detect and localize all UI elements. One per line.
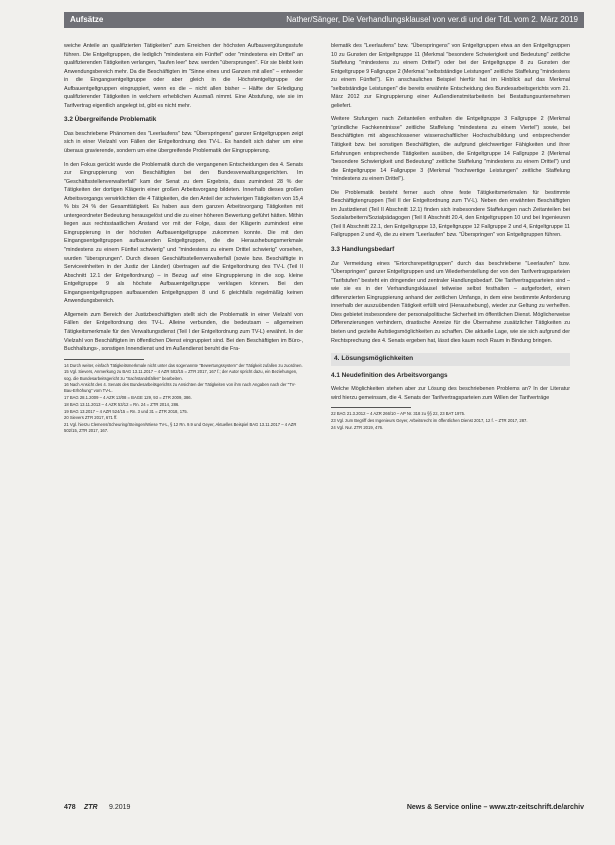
footnote: 19 BAG 13.2017 – 4 AZR 524/15 = Rn. 3 und 31 = ZTR 2018, 175. bbox=[64, 408, 188, 414]
paragraph: Das beschriebene Phänomen des "Leerlaufens" bzw. "Überspringens" ganzer Entgeltgruppen zeigt sich in einer Vielzahl von Fällen der Entgeltordnung des TV-L. Es handelt sich daher um eine überaus gravierende, sondern um eine übergreifende Problematik der Eingruppierung. bbox=[64, 130, 303, 155]
footnote-divider bbox=[331, 407, 411, 408]
page-header bbox=[64, 12, 584, 28]
section-heading: 3.3 Handlungsbedarf bbox=[331, 246, 395, 254]
paragraph: weiche Anteile an qualifizierten Tätigkeiten" zum Erreichen der höchsten Aufbauvergütungsstufe führen. Die Entgeltgruppen, die lediglich "mindestens ein Fünftel" oder "mindestens ein Drittel" an qualifizierenden Tätigkeiten verlangen, "laufen leer" bzw. werden "übersprungen". Für sie bleibt kein Anwendungsbereich mehr. Da die Beschäftigten im "Sinne eines und Ganzen mit allen" – entweder in die Eingangsentgeltgruppe oder aber gleich in die Höchstentgeltgruppe der Aufbauentgeltgruppen eingruppiert, wenn es die – nicht allen bisher – Hälfte der Erledigung qualifizierender Tätigkeiten in welchem erheblichen Ausmaß nimmt. Eine Abstufung, wie sie im Tarifvertrag eigentlich angelegt ist, gibt es nicht mehr. bbox=[64, 43, 303, 109]
header-section-label: Aufsätze bbox=[70, 15, 104, 24]
section-heading: 4.1 Neudefinition des Arbeitsvorgangs bbox=[331, 371, 448, 379]
header-running-title: Nather/Sänger, Die Verhandlungsklausel von ver.di und der TdL vom 2. März 2019 bbox=[286, 15, 578, 24]
paragraph: Allgemein zum Bereich der Justizbeschäftigten stellt sich die Problematik in einer Vielzahl von Fällen der Entgeltordnung des TV-L. Alleine verbunden, die bedeutsam – allgemeinen Tätigkeitsmerkmale für den Verwaltungsdienst (Teil I der Entgeltordnung zum TV-L) erwähnt. In der Vielzahl von Beschäftigten im öffentlichen Dienst eingruppiert sind. Bei den Beschäftigten im Büro-, Buchhaltungs-, sonstigen Innendienst und im Außendienst beruht die Fra- bbox=[64, 311, 303, 353]
section-heading: 3.2 Übergreifende Problematik bbox=[64, 116, 157, 124]
paragraph: Die Problematik besteht ferner auch ohne feste Tätigkeitsmerkmalen für bestimmte Beschäftigtengruppen (Teil II der Entgeltordnung zum TV-L). Neben den erwähnten Beschäftigten im Justizdienst (Teil II Abschnitt 12.1) finden sich insbesondere Staffelungen nach Zeitanteilen bei Sozialarbeitern/Sozialpädagogen (Teil II Abschnitt 20.4, den Entgeltgruppen 10 und bei Ingenieuren (Teil II Abschnitt 22.1, den Entgeltgruppe 13, Entgeltgruppe 12 Fallgruppe 2 und 4, Entgeltgruppe 11 Fallgruppen 2 und 4), die zu einem "Leerlaufen" bzw. "Überspringen" von Entgeltgruppen führen. bbox=[331, 189, 570, 239]
journal-logo: ZTR bbox=[84, 804, 98, 811]
footer-url[interactable]: News & Service online – www.ztr-zeitschrift.de/archiv bbox=[406, 804, 584, 811]
chapter-heading: 4. Lösungsmöglichkeiten bbox=[331, 353, 570, 366]
right-column bbox=[331, 42, 570, 431]
footnote: 24 Vgl. Nur. ZTR 2019, 476. bbox=[331, 424, 384, 430]
paragraph: Zur Vermeidung eines "Ertorchsrepetitgruppen" durch das beschriebene "Leerlaufen" bzw. "Überspringen" ganzer Entgeltgruppen und um Wiederherstellung der von den Tarifvertragsparteien "Tarifstufen" besteht ein dringender und zentraler Handlungsbedarf. Die Tarifvertragsparteien sind – wie sie es in der Verhandlungsklausel teilweise selbst festhalten – aufgefordert, einen differenzierten Eingruppierung anhand der zeitlichen Umfangs, in dem eine bestimmte Anforderung innerhalb der auszuübenden Tätigkeit erfüllt wird (Heraushebung), wieder zur Geltung zu verhelfen. Dies gebietet insbesondere der personalpolitische Sicherheit im öffentlichen Dienst. Möglicherweise Differenzierungen verhindern, drastische Anreize für die Übernahme zusätzlicher Tätigkeiten zu bieten und gezielte Aufstiegsmöglichkeiten zu schaffen. Die aktuelle Lage, wie sie sich aufgrund der Rechtsprechung des 4. Senats ergeben hat, lässt dies kaum noch Raum in Bindung bringen. bbox=[331, 260, 570, 344]
page-number: 478 bbox=[64, 804, 76, 811]
page-footer bbox=[64, 804, 584, 816]
paragraph: In den Fokus gerückt wurde die Problematik durch die vergangenen Entscheidungen des 4. Senats zur Eingruppierung von Beschäftigten bei den Bundesverwaltungsgerichten. Im "Geschäftsstellenverwalterfall" kam der Senat zu dem Ergebnis, dass zumindest 28 % der Tätigkeiten der dortigen Klägerin einer großen Arbeitsvorgang bildeten. Innerhalb dieses großen Arbeitsvorgangs verwirklichten die 4 Tätigkeiten, die den Anteil der schwierigen Tätigkeiten von 15,4 % bis 24 % der Gesamttätigkeit. Es haben aus dem ganzen Arbeitsvorgang Tätigkeiten mit untergeordneter Bedeutung herausgelöst und die zu einer höheren Bewertung geführt hätten. Mithin liegen aus rechtsstaatlichen Anstand vor mit der Folge, dass der Klägerin zumindest eine Eingruppierung in der höchsten Aufbauentgeltgruppe zukommen konnte. Die mit den Eingangsentgeltgruppen aufbauenden Entgeltgruppen, die die Heraushebungsmerkmale "mindestens zu einem Fünftel schwierig" und "mindestens zu einem Drittel schwierig" vorsehen, wurden "übersprungen". Durch diesen Geschäftsstellenverwalterfall (sowie bzw. Beschäftigte in Serviceeinheiten in der Justiz der Länder) übertragen auf die Entgeltordnung des TV-L (Teil II Abschnitt 12.1 der Entgeltordnung) – in Bezug auf eine Eingruppierung in die sog. kleine Entgeltgruppe 9 als höchste Aufbauentgeltgruppe verklagen können. Bei den Eingangsentgeltgruppen aufbauenden Entgeltgruppen 8 und 6 gleichfalls regelmäßig keinen Anwendungsbereich. bbox=[64, 161, 303, 305]
footnote: 20 Sievers ZTR 2017, 671 ff. bbox=[64, 415, 118, 421]
footnote: 21 Vgl. hierzu Clemens/Scheuring/Steingen/Wiese TV-L, § 12 Rn. 9.9 und Geyer, Aktuelles Beispiel BAG 13.11.2017 – 4 AZR 502/15, ZTR 2017, 167. bbox=[64, 421, 297, 434]
footnote: 16 Nach Ansicht des 4. Senats des Bundesarbeitsgerichts zu Ansichten der Tätigkeiten von ihm nach Angaben nach der "TV-Bau-Erhöhung" vom TV-L. bbox=[64, 382, 296, 394]
footnote: 14 Durch weiter, einfach Tätigkeitsmerkmale nicht unter das sogenannte "Bewertungssystem" der Tätigkeit zufallen zu zuordnen. bbox=[64, 362, 303, 368]
left-column bbox=[64, 42, 303, 435]
paragraph: Welche Möglichkeiten stehen aber zur Lösung des beschriebenen Problems an? In der Literatur wird hierzu gemeinsam, die 4. Senats der Tarifvertragsparteien zum Willen der Tarifverträge bbox=[331, 386, 570, 401]
footnote: 15 Vgl. Sievers, Anmerkung zu BAG 13.11.2017 – 4 AZR 502/15 = ZTR 2017, 167 f.; der Autor spricht dazu, ein Beziehungen, sog. die Bundesarbeitsgericht zu "Sachstandsfällen" bearbeiten. bbox=[64, 369, 298, 381]
footnote-divider bbox=[64, 359, 144, 360]
paragraph: Weitere Stufungen nach Zeitanteilen enthalten die Entgeltgruppe 3 Fallgruppe 2 (Merkmal "gründliche Fachkenntnisse" zeitliche Staffelung "mindestens zu einem Viertel") sowie, bei Beschäftigten mit abgeschlossener wissenschaftlicher Hochschulbildung und entsprechender Tätigkeit bzw. bei sonstigen Beschäftigten, die aufgrund gleichwertiger Fähigkeiten und ihrer Erfahrungen entsprechende Tätigkeiten ausüben, die Entgeltgruppe 14 Fallgruppe 2 (Merkmal "besondere Schwierigkeit und Bedeutung" zeitliche Staffelung "mindestens zu einem Drittel") und die Entgeltgruppe 14 Fallgruppe 3 (Merkmal "hochwertige Leistungen" zeitliche Staffelung "mindestens zu einem Drittel"). bbox=[331, 116, 570, 183]
footnote: 18 BAG 13.11.2013 – 4 AZR 53/12 = Rn. 24 = ZTR 2014, 286. bbox=[64, 401, 180, 407]
footnote: 22 BAG 21.3.2012 – 4 AZR 266/10 – AP Nr. 318 zu §§ 22, 23 BAT 1975. bbox=[331, 411, 466, 417]
paragraph: blematik des "Leerlaufens" bzw. "Überspringens" von Entgeltgruppen etwa an den Entgeltgruppen 10 zu Gunsten der Entgeltgruppe 11 (Merkmal "besondere Schwierigkeit und Bedeutung" zeitliche Staffelung "mindestens zu einem Drittel") oder bei der Entgeltgruppe 8 zu Gunsten der Entgeltgruppe 9 Fallgruppe 2 (Merkmal "selbstständige Leistungen" zeitliche Staffelung "mindestens zu einem Fünftel"). Ein anschauliches Beispiel hierfür hat im Hinblick auf das Merkmal "selbstständige Leistungen" die bereits erwähnte Entscheidung des Bundesarbeitsgerichts vom 21. März 2012 zur Eingruppierung einer Außendienstmitarbeiterin bei Bestattungsunternehmen geliefert. bbox=[331, 43, 570, 109]
footnote: 23 Vgl. zum Begriff des Ingenieurs Geyer, Arbeitsrecht im öffentlichen Dienst 2017, 12 f. – ZTR 2017, 287. bbox=[331, 417, 528, 423]
footnote: 17 BAG 28.1.2009 – 4 AZR 13/08 = BAGE 129, 93 = ZTR 2009, 386. bbox=[64, 395, 192, 401]
issue-label: 9.2019 bbox=[109, 804, 131, 811]
